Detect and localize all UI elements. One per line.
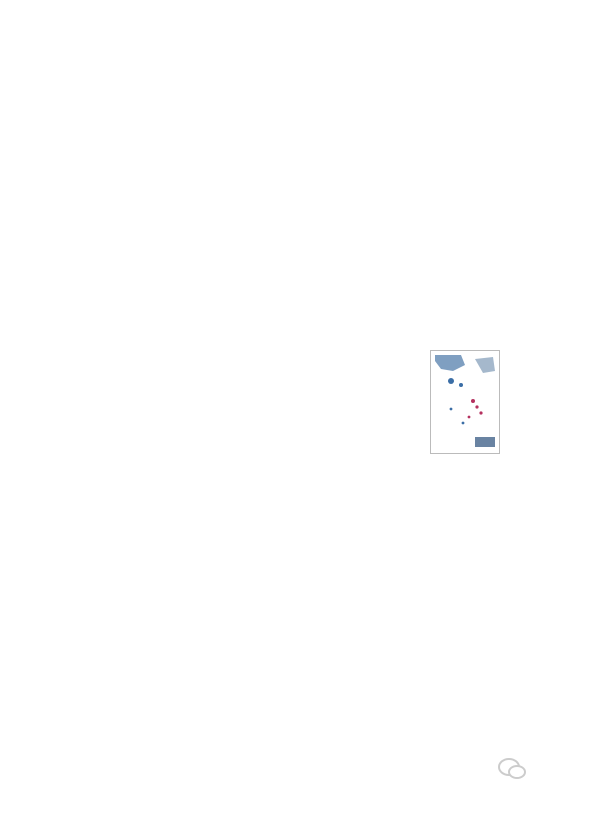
wechat-icon	[497, 756, 527, 782]
tgi-bar-chart	[0, 480, 593, 730]
south-china-sea-inset	[430, 350, 500, 454]
